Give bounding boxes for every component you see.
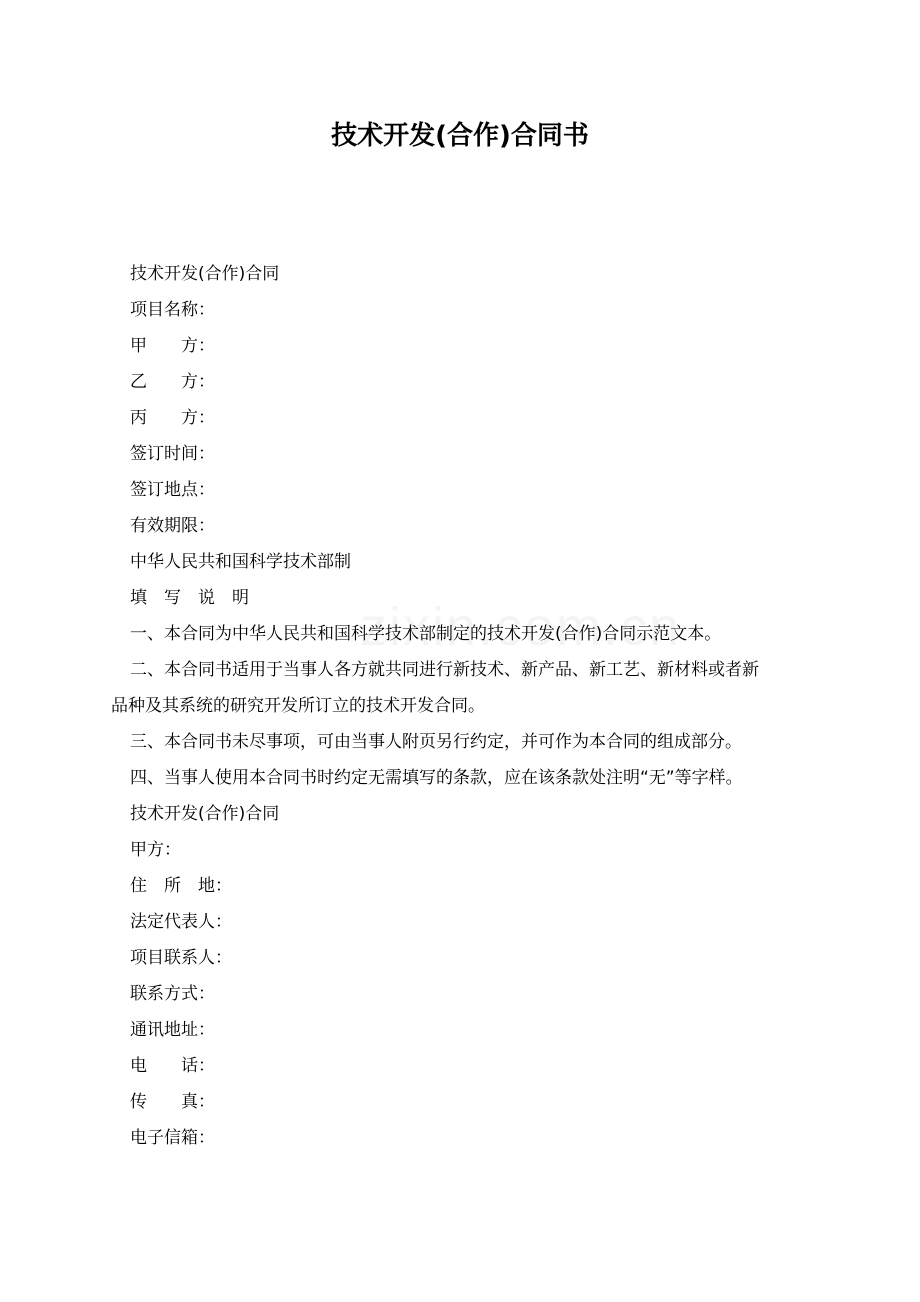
address-label: 住 所 地： <box>130 876 232 896</box>
contact-method-label: 联系方式： <box>130 984 215 1004</box>
validity-label: 有效期限： <box>130 516 215 536</box>
fax-label: 传 真： <box>130 1092 215 1112</box>
party-a-label: 甲 方： <box>130 336 215 356</box>
phone-label: 电 话： <box>130 1056 215 1076</box>
document-title: 技术开发(合作)合同书 <box>331 121 589 151</box>
instruction-item-2: 二、本合同书适用于当事人各方就共同进行新技术、新产品、新工艺、新材料或者新 <box>130 660 759 680</box>
mailing-address-label: 通讯地址： <box>130 1020 215 1040</box>
instruction-item-4: 四、当事人使用本合同书时约定无需填写的条款，应在该条款处注明“无”等字样。 <box>130 768 743 788</box>
party-a-section-label: 甲方： <box>130 840 181 860</box>
legal-representative-label: 法定代表人： <box>130 912 232 932</box>
project-name-label: 项目名称： <box>130 300 215 320</box>
project-contact-label: 项目联系人： <box>130 948 232 968</box>
party-c-label: 丙 方： <box>130 408 215 428</box>
contract-heading: 技术开发(合作)合同 <box>130 804 280 824</box>
sign-time-label: 签订时间： <box>130 444 215 464</box>
instruction-item-3: 三、本合同书未尽事项，可由当事人附页另行约定，并可作为本合同的组成部分。 <box>130 732 742 752</box>
party-b-label: 乙 方： <box>130 372 215 392</box>
sign-place-label: 签订地点： <box>130 480 215 500</box>
instruction-item-1: 一、本合同为中华人民共和国科学技术部制定的技术开发(合作)合同示范文本。 <box>130 624 722 644</box>
cover-heading: 技术开发(合作)合同 <box>130 264 280 284</box>
email-label: 电子信箱： <box>130 1128 215 1148</box>
instruction-item-2-continued: 品种及其系统的研究开发所订立的技术开发合同。 <box>111 696 485 716</box>
instructions-heading: 填 写 说 明 <box>130 588 249 608</box>
issuer-line: 中华人民共和国科学技术部制 <box>130 552 351 572</box>
